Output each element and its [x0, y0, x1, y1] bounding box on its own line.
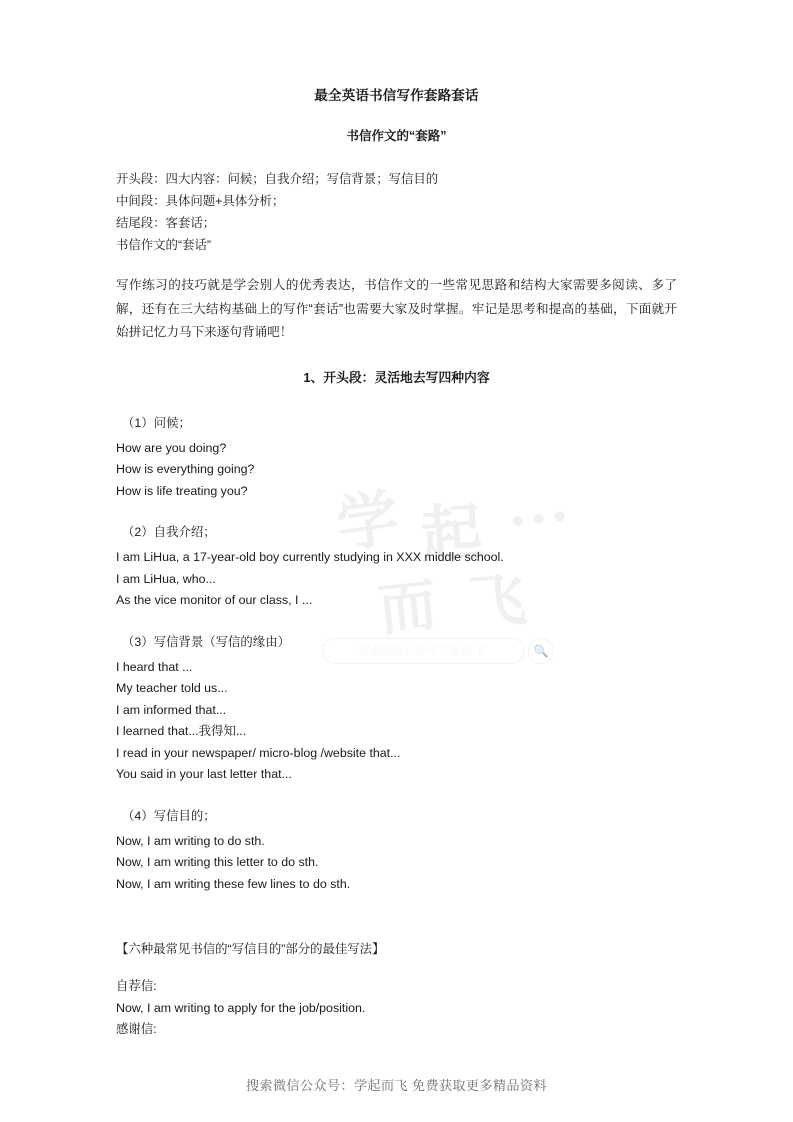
page-title: 最全英语书信写作套路套话 — [314, 88, 479, 103]
group-line: I am informed that... — [116, 702, 227, 717]
group-line: You said in your last letter that... — [116, 767, 292, 781]
group-greeting — [116, 412, 677, 503]
document-content — [116, 84, 677, 1041]
structure-block — [116, 168, 677, 256]
watermark-pill: 搜索微信公众号“学起而飞” — [322, 638, 524, 664]
examples-block — [116, 976, 677, 1041]
group-label: （1）问候； — [122, 415, 191, 430]
structure-line: 开头段：四大内容：问候；自我介绍；写信背景；写信目的 — [116, 172, 439, 186]
section-heading-1: 1、开头段：灵活地去写四种内容 — [303, 369, 490, 385]
group-line: I heard that ... — [116, 659, 193, 674]
watermark-char-4: 而 — [375, 572, 440, 643]
group-line: How is everything going? — [116, 462, 255, 476]
group-line: Now, I am writing to do sth. — [116, 833, 265, 848]
group-line: Now, I am writing this letter to do sth. — [116, 855, 319, 869]
group-background — [116, 631, 677, 786]
intro-paragraph: 写作练习的技巧就是学会别人的优秀表达，书信作文的一些常见思路和结构大家需要多阅读、多了解，还有在三大结构基础上的写作“套话”也需要大家及时掌握。牢记是思考和提高的基础，下面就开始拼记忆力马下来逐句背诵吧！ — [116, 278, 677, 339]
page-subtitle: 书信作文的“套路” — [346, 129, 447, 143]
structure-line: 结尾段：客套话； — [116, 216, 216, 230]
structure-line: 中间段：具体问题+具体分析； — [116, 194, 285, 208]
group-label: （2）自我介绍； — [122, 525, 216, 539]
group-line: I am LiHua, a 17-year-old boy currently studying in XXX middle school. — [116, 550, 504, 564]
group-line: How is life treating you? — [116, 483, 248, 498]
group-line: How are you doing? — [116, 440, 227, 455]
group-label: （3）写信背景（写信的缘由） — [122, 634, 290, 649]
group-line: I am LiHua, who... — [116, 571, 216, 586]
watermark-char-5: 飞 — [466, 567, 529, 636]
search-icon: 🔍 — [528, 638, 554, 664]
group-line: As the vice monitor of our class, I ... — [116, 593, 313, 607]
group-line: I read in your newspaper/ micro-blog /website that... — [116, 745, 401, 760]
example-label: 自荐信: — [116, 979, 157, 993]
group-self-introduction — [116, 521, 677, 612]
spacer — [116, 914, 677, 938]
watermark-char-2: 起 — [418, 498, 485, 572]
group-line: Now, I am writing these few lines to do sth. — [116, 876, 351, 891]
watermark-char-1: 学 — [332, 484, 404, 561]
example-line: Now, I am writing to apply for the job/position. — [116, 1000, 366, 1015]
structure-line: 书信作文的“套话” — [116, 238, 211, 252]
group-line: My teacher told us... — [116, 681, 228, 695]
group-label: （4）写信目的； — [122, 808, 216, 823]
watermark-char-3: … — [502, 465, 572, 541]
bracket-heading: 【六种最常见书信的“写信目的”部分的最佳写法】 — [116, 942, 385, 956]
page-footer: 搜索微信公众号：学起而飞 免费获取更多精品资料 — [245, 1078, 548, 1093]
group-purpose — [116, 805, 677, 896]
example-label: 感谢信: — [116, 1022, 157, 1036]
group-line: I learned that...我得知... — [116, 724, 247, 738]
